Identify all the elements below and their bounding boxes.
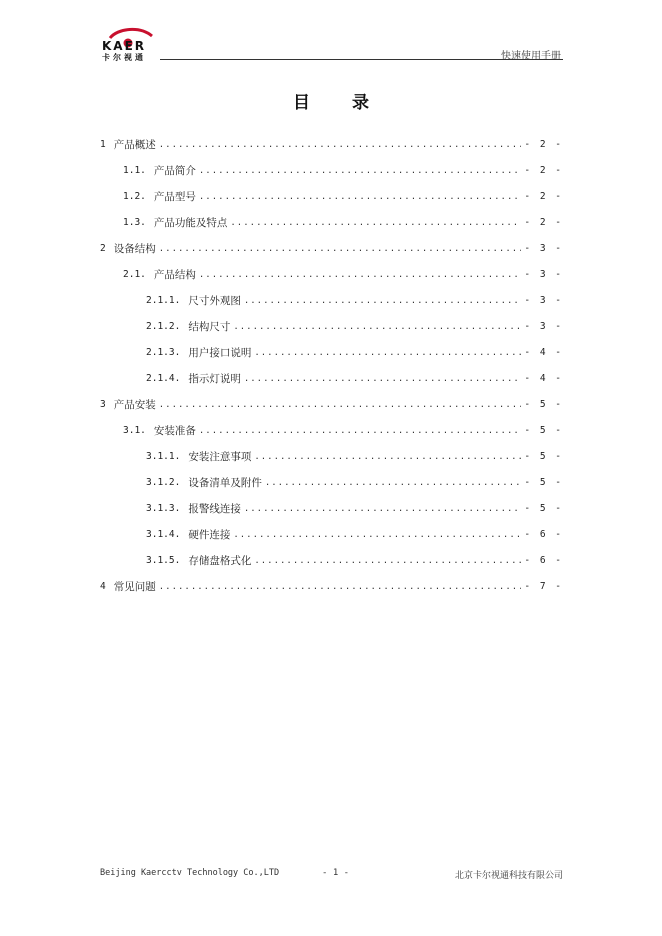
toc-dot-leader bbox=[265, 476, 522, 490]
toc-entry-label: 产品结构 bbox=[153, 269, 196, 281]
toc-dot-leader bbox=[159, 580, 522, 594]
toc-entry-label: 安装准备 bbox=[153, 425, 196, 437]
toc-entry-page: - 5 - bbox=[524, 477, 563, 488]
toc-entry-label: 报警线连接 bbox=[188, 503, 241, 515]
toc-entry-page: - 2 - bbox=[524, 191, 563, 202]
toc-entry-label: 用户接口说明 bbox=[188, 347, 252, 359]
toc-entry-page: - 4 - bbox=[524, 347, 563, 358]
toc-entry-number: 4 bbox=[100, 581, 106, 592]
toc-dot-leader bbox=[230, 216, 521, 230]
toc-entry-page: - 3 - bbox=[524, 243, 563, 254]
toc-entry[interactable] bbox=[100, 580, 563, 606]
toc-entry-page: - 6 - bbox=[524, 529, 563, 540]
toc-entry-page: - 3 - bbox=[524, 321, 563, 332]
manual-title: 快速使用手册 bbox=[501, 51, 561, 62]
toc-dot-leader bbox=[244, 294, 522, 308]
toc-entry-number: 3.1.5. bbox=[146, 555, 181, 566]
toc-entry-label: 产品概述 bbox=[113, 139, 156, 151]
page-title: 目 录 bbox=[293, 93, 387, 113]
toc-entry-label: 设备结构 bbox=[113, 243, 156, 255]
toc-entry[interactable] bbox=[100, 216, 563, 242]
toc-entry[interactable] bbox=[100, 450, 563, 476]
toc-dot-leader bbox=[254, 554, 521, 568]
toc-entry-label: 结构尺寸 bbox=[188, 321, 231, 333]
toc-entry-page: - 2 - bbox=[524, 139, 563, 150]
page-header bbox=[100, 26, 563, 62]
footer-page-number: - 1 - bbox=[322, 868, 350, 878]
company-logo bbox=[100, 26, 162, 60]
toc-entry-number: 1.3. bbox=[123, 217, 146, 228]
toc-dot-leader bbox=[199, 164, 522, 178]
toc-entry-label: 尺寸外观图 bbox=[188, 295, 241, 307]
toc-dot-leader bbox=[233, 528, 521, 542]
toc-entry-page: - 5 - bbox=[524, 503, 563, 514]
toc-entry[interactable] bbox=[100, 554, 563, 580]
toc-entry[interactable] bbox=[100, 528, 563, 554]
logo-chinese-text: 卡尔视通 bbox=[102, 53, 146, 62]
toc-entry-number: 2.1.2. bbox=[146, 321, 181, 332]
toc-entry[interactable] bbox=[100, 476, 563, 502]
toc-entry-number: 2 bbox=[100, 243, 106, 254]
toc-entry-label: 产品安装 bbox=[113, 399, 156, 411]
toc-entry-label: 产品型号 bbox=[153, 191, 196, 203]
page-footer bbox=[100, 868, 563, 882]
toc-entry[interactable] bbox=[100, 294, 563, 320]
toc-entry-page: - 7 - bbox=[524, 581, 563, 592]
toc-dot-leader bbox=[199, 190, 522, 204]
toc-entry-page: - 5 - bbox=[524, 451, 563, 462]
toc-dot-leader bbox=[159, 242, 522, 256]
toc-entry[interactable] bbox=[100, 242, 563, 268]
toc-entry-number: 3.1.3. bbox=[146, 503, 181, 514]
toc-entry-number: 3 bbox=[100, 399, 106, 410]
toc-dot-leader bbox=[233, 320, 521, 334]
toc-entry[interactable] bbox=[100, 320, 563, 346]
toc-entry-number: 1.2. bbox=[123, 191, 146, 202]
toc-entry-number: 2.1.1. bbox=[146, 295, 181, 306]
footer-company-en: Beijing Kaercctv Technology Co.,LTD bbox=[100, 868, 280, 878]
footer-company-cn: 北京卡尔视通科技有限公司 bbox=[454, 871, 563, 881]
toc-entry-page: - 5 - bbox=[524, 425, 563, 436]
toc-dot-leader bbox=[254, 346, 521, 360]
toc-dot-leader bbox=[244, 502, 522, 516]
toc-entry[interactable] bbox=[100, 372, 563, 398]
toc-entry[interactable] bbox=[100, 502, 563, 528]
toc-entry-number: 1.1. bbox=[123, 165, 146, 176]
toc-entry-label: 存储盘格式化 bbox=[188, 555, 252, 567]
toc-entry-label: 指示灯说明 bbox=[188, 373, 241, 385]
toc-entry-label: 产品简介 bbox=[153, 165, 196, 177]
toc-entry[interactable] bbox=[100, 190, 563, 216]
toc-entry-page: - 3 - bbox=[524, 269, 563, 280]
toc-dot-leader bbox=[199, 268, 522, 282]
toc-dot-leader bbox=[159, 138, 522, 152]
toc-entry-page: - 4 - bbox=[524, 373, 563, 384]
toc-dot-leader bbox=[254, 450, 521, 464]
toc-dot-leader bbox=[199, 424, 522, 438]
toc-entry-page: - 6 - bbox=[524, 555, 563, 566]
toc-entry[interactable] bbox=[100, 398, 563, 424]
toc-entry[interactable] bbox=[100, 346, 563, 372]
header-divider bbox=[160, 59, 563, 60]
toc-entry[interactable] bbox=[100, 268, 563, 294]
toc-entry[interactable] bbox=[100, 138, 563, 164]
toc-entry-page: - 5 - bbox=[524, 399, 563, 410]
toc-entry-number: 1 bbox=[100, 139, 106, 150]
logo-text: KAER bbox=[102, 39, 147, 53]
table-of-contents bbox=[100, 138, 563, 606]
toc-dot-leader bbox=[159, 398, 522, 412]
toc-entry-label: 安装注意事项 bbox=[188, 451, 252, 463]
toc-entry-page: - 2 - bbox=[524, 165, 563, 176]
toc-entry-label: 设备清单及附件 bbox=[188, 477, 262, 489]
toc-entry-number: 2.1.4. bbox=[146, 373, 181, 384]
toc-entry-label: 产品功能及特点 bbox=[153, 217, 228, 229]
toc-entry-number: 3.1.2. bbox=[146, 477, 181, 488]
toc-entry-number: 2.1. bbox=[123, 269, 146, 280]
toc-entry-number: 3.1. bbox=[123, 425, 146, 436]
toc-entry-number: 3.1.4. bbox=[146, 529, 181, 540]
toc-entry-page: - 3 - bbox=[524, 295, 563, 306]
toc-entry[interactable] bbox=[100, 164, 563, 190]
toc-entry-page: - 2 - bbox=[524, 217, 563, 228]
toc-dot-leader bbox=[244, 372, 522, 386]
toc-entry-label: 硬件连接 bbox=[188, 529, 231, 541]
toc-entry[interactable] bbox=[100, 424, 563, 450]
toc-entry-number: 3.1.1. bbox=[146, 451, 181, 462]
toc-entry-number: 2.1.3. bbox=[146, 347, 181, 358]
toc-entry-label: 常见问题 bbox=[113, 581, 156, 593]
